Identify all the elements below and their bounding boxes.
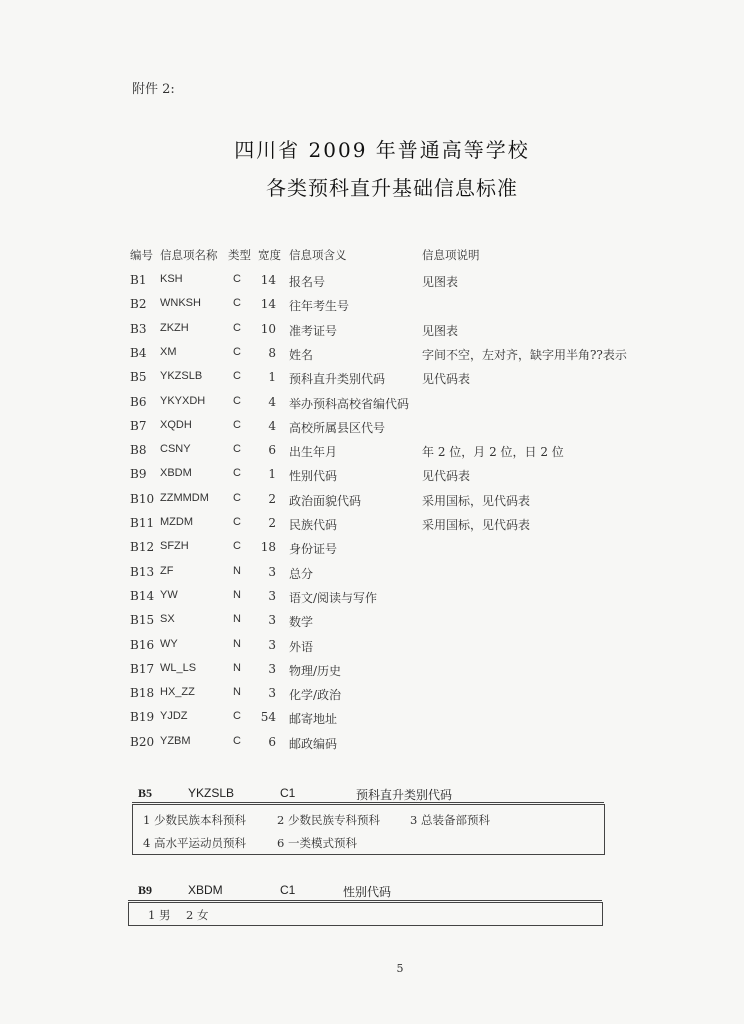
row-name: YKYXDH — [160, 394, 206, 407]
code-b9-id: B9 — [138, 883, 153, 897]
code-b5-option: 1 少数民族本科预科 — [143, 813, 246, 827]
row-name: ZZMMDM — [160, 491, 209, 504]
row-name: WL_LS — [160, 661, 197, 674]
row-type: N — [233, 564, 241, 577]
row-note: 见代码表 — [422, 469, 471, 484]
row-width: 6 — [268, 443, 276, 458]
row-type: C — [233, 394, 241, 407]
row-name: XM — [160, 345, 177, 358]
row-width: 2 — [268, 491, 276, 506]
row-meaning: 身份证号 — [289, 542, 338, 557]
row-meaning: 数学 — [289, 615, 314, 630]
code-b5-option: 2 少数民族专科预科 — [277, 813, 380, 827]
row-meaning: 举办预科高校省编代码 — [289, 396, 410, 411]
row-note: 见图表 — [422, 323, 459, 338]
row-meaning: 姓名 — [289, 347, 314, 362]
row-note: 年 2 位，月 2 位，日 2 位 — [422, 445, 564, 460]
row-type: C — [233, 516, 241, 528]
row-id: B14 — [130, 588, 155, 603]
row-name: XBDM — [160, 467, 192, 480]
header-note: 信息项说明 — [422, 248, 480, 262]
row-width: 14 — [260, 297, 276, 312]
row-type: C — [233, 443, 241, 456]
row-type: C — [233, 540, 241, 553]
row-note: 见图表 — [422, 275, 459, 289]
code-b5-option: 4 高水平运动员预科 — [143, 836, 246, 850]
row-type: C — [233, 297, 241, 310]
row-type: C — [233, 321, 241, 334]
row-meaning: 预科直升类别代码 — [289, 372, 386, 387]
row-meaning: 总分 — [289, 566, 314, 581]
row-meaning: 出生年月 — [289, 445, 338, 460]
code-table-b9-header — [0, 883, 744, 899]
row-type: N — [233, 613, 241, 626]
row-name: YJDZ — [160, 710, 188, 723]
row-id: B8 — [130, 443, 147, 458]
row-type: N — [233, 588, 241, 601]
row-type: C — [233, 491, 241, 504]
row-width: 1 — [268, 467, 276, 482]
row-name: YW — [160, 588, 178, 601]
row-type: C — [233, 370, 241, 383]
row-id: B1 — [130, 273, 147, 287]
row-type: C — [233, 273, 241, 285]
row-meaning: 高校所属县区代号 — [289, 420, 386, 435]
row-meaning: 往年考生号 — [289, 299, 350, 314]
row-name: YKZSLB — [160, 370, 203, 383]
code-b5-option: 6 一类模式预科 — [277, 836, 357, 850]
code-b9-meaning: 性别代码 — [343, 885, 392, 899]
row-name: MZDM — [160, 516, 193, 528]
code-b9-option: 1 男 — [148, 908, 171, 922]
row-type: N — [233, 686, 241, 699]
row-meaning: 物理/历史 — [289, 663, 342, 678]
page-number: 5 — [396, 962, 404, 975]
row-note: 见代码表 — [422, 372, 471, 387]
row-width: 10 — [260, 321, 276, 336]
row-name: WY — [160, 637, 178, 650]
code-table-b5-header — [0, 786, 744, 802]
row-id: B3 — [130, 321, 147, 336]
row-name: HX_ZZ — [160, 686, 195, 699]
row-id: B19 — [130, 710, 155, 725]
row-id: B18 — [130, 686, 155, 701]
attachment-label: 附件 2: — [132, 82, 175, 97]
row-meaning: 报名号 — [289, 275, 326, 289]
header-id: 编号 — [130, 248, 153, 262]
row-width: 18 — [260, 540, 276, 555]
row-name: YZBM — [160, 734, 191, 747]
divider — [128, 900, 602, 901]
row-name: ZF — [160, 564, 174, 577]
row-meaning: 准考证号 — [289, 323, 338, 338]
row-width: 4 — [268, 394, 276, 409]
row-id: B12 — [130, 540, 155, 555]
row-meaning: 外语 — [289, 639, 314, 654]
code-b5-id: B5 — [138, 786, 153, 800]
row-name: XQDH — [160, 418, 192, 431]
header-meaning: 信息项含义 — [289, 248, 347, 262]
row-meaning: 化学/政治 — [289, 688, 342, 703]
row-id: B4 — [130, 345, 147, 360]
row-type: C — [233, 418, 241, 431]
code-b5-type: C1 — [280, 786, 296, 800]
row-id: B9 — [130, 467, 147, 482]
row-id: B10 — [130, 491, 155, 506]
row-meaning: 邮寄地址 — [289, 712, 338, 727]
row-type: N — [233, 661, 241, 674]
row-width: 8 — [268, 345, 276, 360]
code-b5-meaning: 预科直升类别代码 — [356, 788, 453, 802]
row-name: SX — [160, 613, 175, 626]
row-id: B2 — [130, 297, 147, 312]
row-width: 3 — [268, 661, 276, 676]
row-width: 3 — [268, 686, 276, 701]
row-id: B16 — [130, 637, 155, 652]
header-width: 宽度 — [258, 248, 281, 262]
row-id: B13 — [130, 564, 155, 579]
row-width: 6 — [268, 734, 276, 749]
header-name: 信息项名称 — [160, 248, 218, 262]
row-width: 2 — [268, 516, 276, 530]
row-width: 3 — [268, 564, 276, 579]
row-width: 3 — [268, 613, 276, 628]
row-type: C — [233, 734, 241, 747]
header-type: 类型 — [228, 248, 251, 262]
row-meaning: 语文/阅读与写作 — [289, 590, 378, 605]
row-width: 3 — [268, 588, 276, 603]
row-type: C — [233, 467, 241, 480]
row-id: B11 — [130, 516, 155, 530]
row-id: B7 — [130, 418, 147, 433]
row-type: C — [233, 345, 241, 358]
row-meaning: 民族代码 — [289, 518, 338, 532]
row-id: B17 — [130, 661, 155, 676]
row-width: 4 — [268, 418, 276, 433]
row-name: ZKZH — [160, 321, 189, 334]
row-name: WNKSH — [160, 297, 201, 310]
row-width: 14 — [260, 273, 276, 287]
code-b9-option: 2 女 — [186, 908, 209, 922]
code-b9-type: C1 — [280, 883, 296, 897]
code-b5-name: YKZSLB — [188, 786, 235, 800]
row-width: 1 — [268, 370, 276, 385]
row-id: B15 — [130, 613, 155, 628]
row-name: CSNY — [160, 443, 191, 456]
row-id: B5 — [130, 370, 147, 385]
code-b5-option: 3 总装备部预科 — [410, 813, 490, 827]
code-b9-name: XBDM — [188, 883, 223, 897]
document-title-line2: 各类预科直升基础信息标准 — [266, 176, 518, 200]
row-type: N — [233, 637, 241, 650]
row-note: 采用国标，见代码表 — [422, 493, 531, 508]
row-name: KSH — [160, 273, 183, 285]
row-width: 3 — [268, 637, 276, 652]
document-title-line1: 四川省 2009 年普通高等学校 — [234, 138, 530, 162]
row-name: SFZH — [160, 540, 189, 553]
row-id: B20 — [130, 734, 155, 749]
row-note: 采用国标，见代码表 — [422, 518, 531, 532]
row-meaning: 政治面貌代码 — [289, 493, 362, 508]
row-note: 字间不空，左对齐，缺字用半角??表示 — [422, 347, 627, 362]
row-meaning: 邮政编码 — [289, 736, 338, 751]
divider — [132, 802, 604, 803]
row-width: 54 — [260, 710, 276, 725]
row-meaning: 性别代码 — [289, 469, 338, 484]
row-type: C — [233, 710, 241, 723]
row-id: B6 — [130, 394, 147, 409]
